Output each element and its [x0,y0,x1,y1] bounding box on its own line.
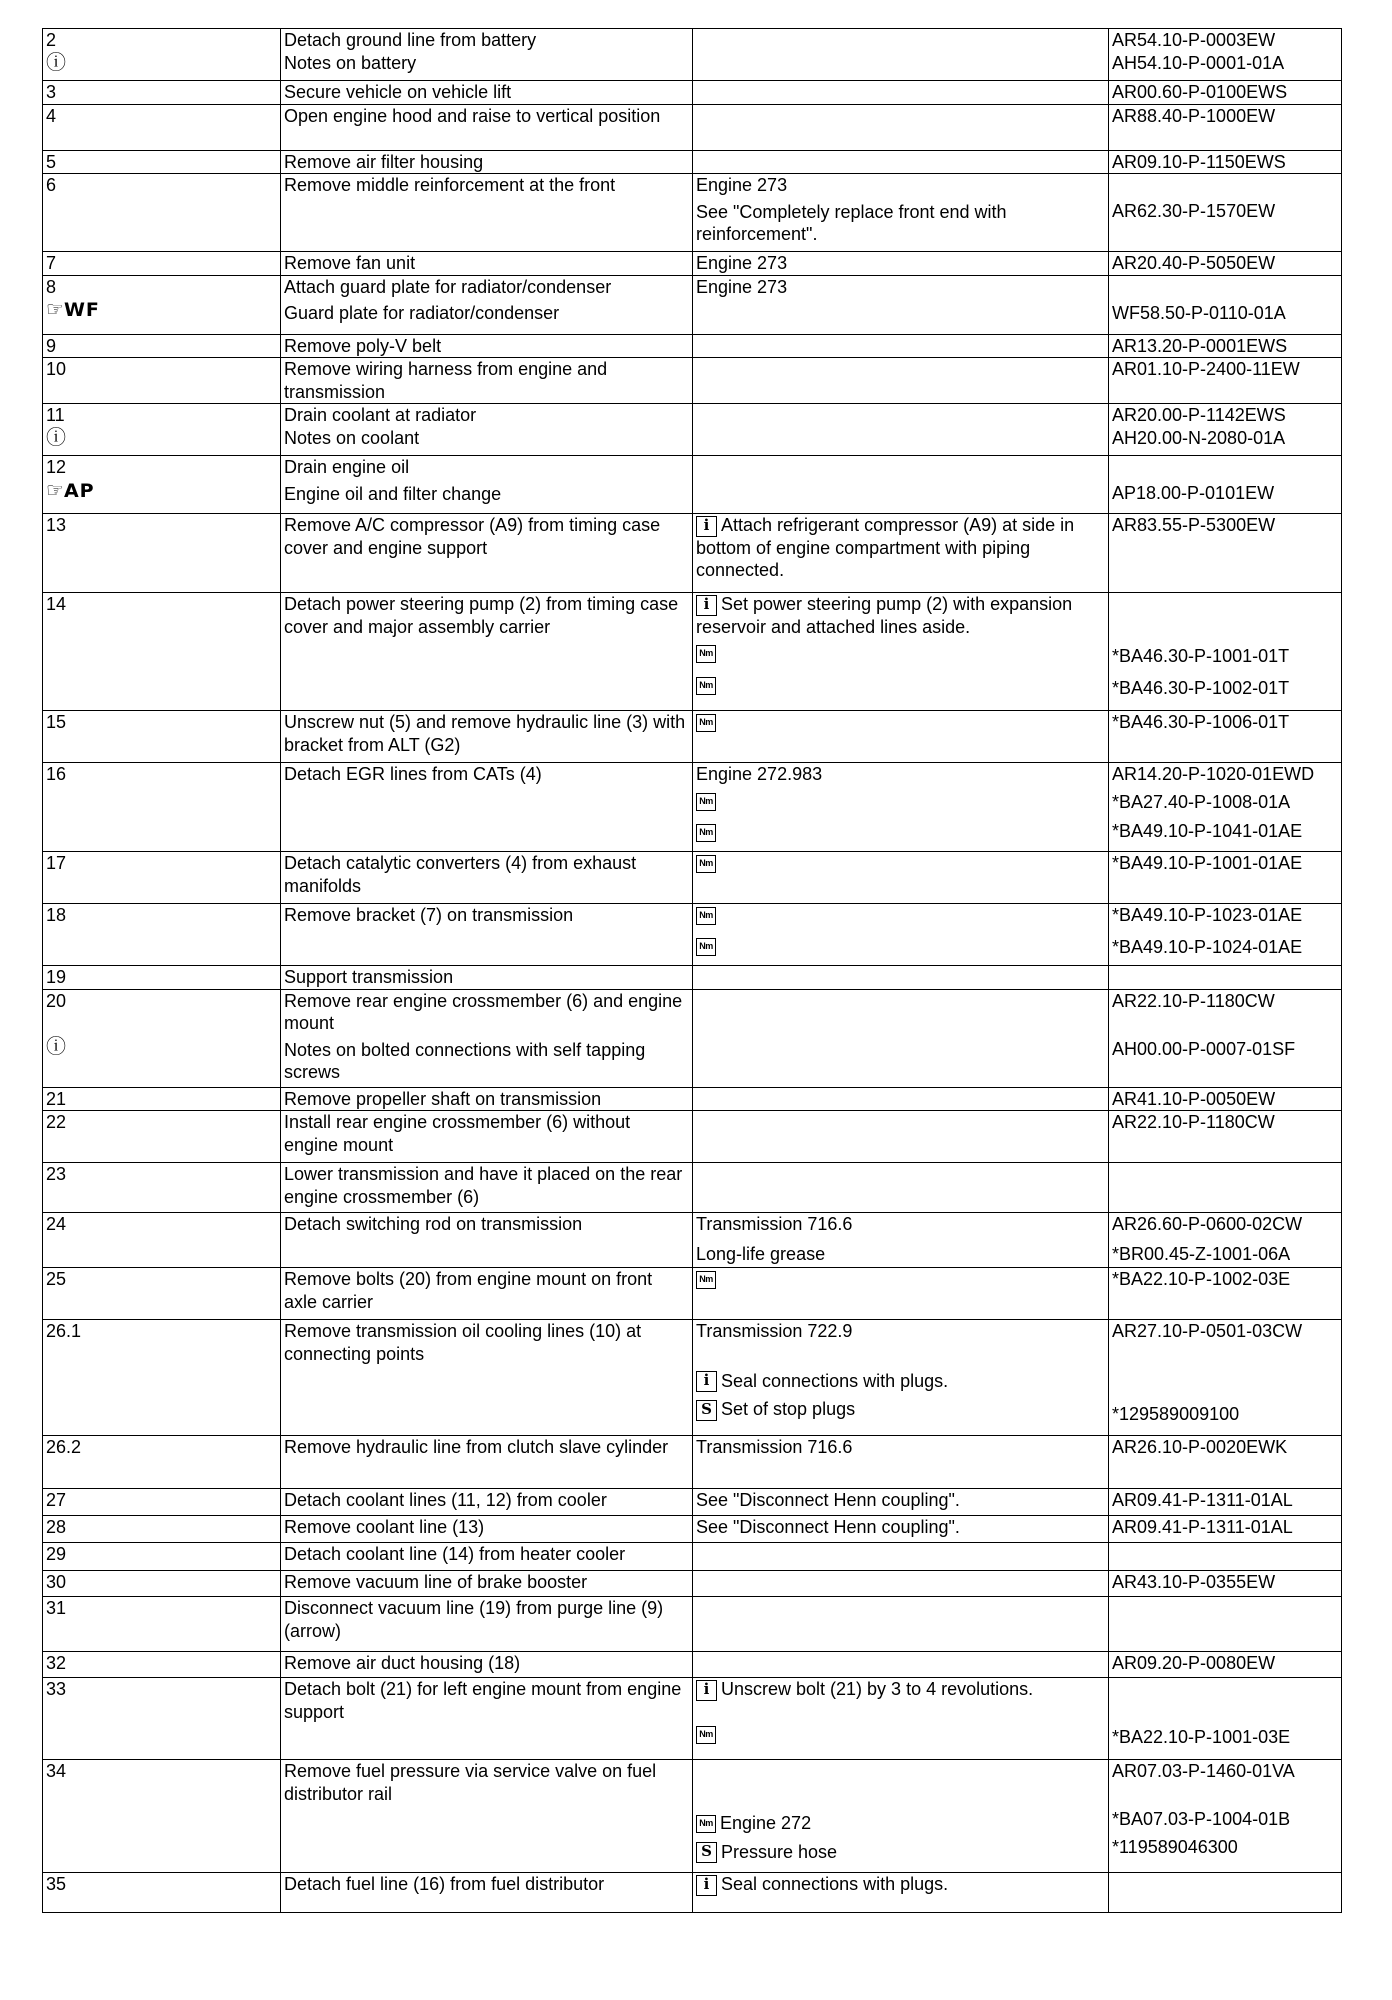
document-ref[interactable]: AR54.10-P-0003EW AH54.10-P-0001-01A [1109,29,1342,81]
table-row [43,1268,1342,1320]
document-ref[interactable]: AR26.10-P-0020EWK [1109,1436,1342,1489]
document-ref[interactable]: AR09.20-P-0080EW [1109,1652,1342,1678]
table-row [43,1516,1342,1543]
operation: Remove hydraulic line from clutch slave cylinder [281,1436,693,1489]
torque-icon: Nm [696,793,716,811]
step-number: 7 [43,252,281,276]
operation: Attach guard plate for radiator/condenser Guard plate for radiator/condenser [281,275,693,334]
operation: Install rear engine crossmember (6) without engine mount [281,1111,693,1163]
info-icon: i [696,595,717,616]
document-ref[interactable]: AR43.10-P-0355EW [1109,1571,1342,1597]
remark [693,711,1109,763]
operation: Detach bolt (21) for left engine mount from engine support [281,1678,693,1760]
remark [693,81,1109,105]
document-ref[interactable]: AR27.10-P-0501-03CW *129589009100 [1109,1320,1342,1436]
document-ref[interactable]: AR22.10-P-1180CW [1109,1111,1342,1163]
step-number: 16 [43,763,281,852]
table-row [43,514,1342,593]
document-ref[interactable]: *BA46.30-P-1001-01T *BA46.30-P-1002-01T [1109,593,1342,711]
notes-icon: ⓘ [46,426,66,449]
step-number: 32 [43,1652,281,1678]
table-row [43,1320,1342,1436]
pointing-hand-icon: ☞AP [46,477,95,502]
operation: Lower transmission and have it placed on the rear engine crossmember (6) [281,1163,693,1213]
operation: Drain engine oil Engine oil and filter change [281,456,693,514]
table-row [43,275,1342,334]
table-row [43,593,1342,711]
step-number: 19 [43,966,281,990]
remark: Nm Engine 272 S Pressure hose [693,1760,1109,1873]
step-number: 9 [43,334,281,358]
table-row [43,334,1342,358]
operation: Detach switching rod on transmission [281,1213,693,1268]
table-row [43,711,1342,763]
table-row [43,1597,1342,1652]
step-number: 6 [43,174,281,252]
step-number: 2 ⓘ [43,29,281,81]
operation: Detach coolant line (14) from heater cooler [281,1543,693,1571]
torque-icon: Nm [696,938,716,956]
operation: Remove vacuum line of brake booster [281,1571,693,1597]
remark: i Attach refrigerant compressor (A9) at side in bottom of engine compartment with piping connected. [693,514,1109,593]
document-ref[interactable]: AR83.55-P-5300EW [1109,514,1342,593]
step-number: 15 [43,711,281,763]
notes-icon: ⓘ [46,1036,66,1058]
operation: Remove wiring harness from engine and transmission [281,358,693,404]
document-ref[interactable]: AR07.03-P-1460-01VA *BA07.03-P-1004-01B *119589046300 [1109,1760,1342,1873]
remark: Transmission 716.6 [693,1436,1109,1489]
document-ref[interactable] [1109,1543,1342,1571]
torque-icon: Nm [696,855,716,873]
remark [693,358,1109,404]
operation: Remove A/C compressor (A9) from timing case cover and engine support [281,514,693,593]
step-number: 31 [43,1597,281,1652]
torque-icon: Nm [696,1726,716,1744]
document-ref[interactable]: AR26.60-P-0600-02CW *BR00.45-Z-1001-06A [1109,1213,1342,1268]
table-row [43,1873,1342,1913]
table-row [43,1571,1342,1597]
operation: Remove fuel pressure via service valve on fuel distributor rail [281,1760,693,1873]
remark [693,966,1109,990]
remark [693,1087,1109,1111]
remark: Transmission 716.6 Long-life grease [693,1213,1109,1268]
operation: Drain coolant at radiator Notes on coolant [281,404,693,456]
table-row [43,1760,1342,1873]
pointing-hand-icon: ☞WF [46,297,100,321]
work-steps-sheet [42,28,1342,1913]
remark: Engine 273 See "Completely replace front end with reinforcement". [693,174,1109,252]
operation: Remove bolts (20) from engine mount on front axle carrier [281,1268,693,1320]
table-row [43,1652,1342,1678]
table-row [43,104,1342,150]
table-row [43,1543,1342,1571]
step-number: 25 [43,1268,281,1320]
operation: Open engine hood and raise to vertical position [281,104,693,150]
step-number: 28 [43,1516,281,1543]
operation: Remove middle reinforcement at the front [281,174,693,252]
table-row [43,29,1342,81]
document-ref[interactable]: AP18.00-P-0101EW [1109,456,1342,514]
step-number: 10 [43,358,281,404]
remark [693,104,1109,150]
step-number: 23 [43,1163,281,1213]
operation: Detach fuel line (16) from fuel distributor [281,1873,693,1913]
remark [693,150,1109,174]
step-number: 30 [43,1571,281,1597]
remark: i Set power steering pump (2) with expansion reservoir and attached lines aside. Nm Nm [693,593,1109,711]
remark [693,1652,1109,1678]
step-number: 17 [43,852,281,904]
table-row [43,1213,1342,1268]
special-tool-icon: S [696,1842,717,1863]
step-number: 24 [43,1213,281,1268]
step-number: 18 [43,904,281,966]
operation: Detach EGR lines from CATs (4) [281,763,693,852]
step-number: 26.2 [43,1436,281,1489]
remark [693,1163,1109,1213]
document-ref[interactable]: *BA49.10-P-1023-01AE *BA49.10-P-1024-01AE [1109,904,1342,966]
operation: Remove air filter housing [281,150,693,174]
table-row [43,456,1342,514]
info-icon: i [696,516,717,537]
remark [693,29,1109,81]
remark: See "Disconnect Henn coupling". [693,1516,1109,1543]
operation: Detach power steering pump (2) from timing case cover and major assembly carrier [281,593,693,711]
document-ref[interactable]: AR88.40-P-1000EW [1109,104,1342,150]
step-number: 21 [43,1087,281,1111]
remark [693,904,1109,966]
remark [693,334,1109,358]
document-ref[interactable]: AR01.10-P-2400-11EW [1109,358,1342,404]
document-ref[interactable]: AR09.41-P-1311-01AL [1109,1489,1342,1516]
document-ref[interactable]: AR09.41-P-1311-01AL [1109,1516,1342,1543]
remark: i Seal connections with plugs. [693,1873,1109,1913]
operation: Detach ground line from battery Notes on battery [281,29,693,81]
document-ref[interactable]: WF58.50-P-0110-01A [1109,275,1342,334]
table-row [43,763,1342,852]
step-number: 29 [43,1543,281,1571]
document-ref[interactable] [1109,1597,1342,1652]
remark: See "Disconnect Henn coupling". [693,1489,1109,1516]
operation: Remove poly-V belt [281,334,693,358]
document-ref[interactable]: *BA22.10-P-1002-03E [1109,1268,1342,1320]
step-number: 35 [43,1873,281,1913]
remark [693,852,1109,904]
document-ref[interactable] [1109,966,1342,990]
table-row [43,966,1342,990]
document-ref[interactable]: *BA49.10-P-1001-01AE [1109,852,1342,904]
operation: Remove fan unit [281,252,693,276]
table-row [43,358,1342,404]
step-number: 13 [43,514,281,593]
operation: Unscrew nut (5) and remove hydraulic line (3) with bracket from ALT (G2) [281,711,693,763]
remark [693,1111,1109,1163]
document-ref[interactable]: AR20.40-P-5050EW [1109,252,1342,276]
step-number: 8 ☞WF [43,275,281,334]
operation: Disconnect vacuum line (19) from purge line (9) (arrow) [281,1597,693,1652]
table-row [43,252,1342,276]
table-row [43,1489,1342,1516]
step-number: 33 [43,1678,281,1760]
torque-icon: Nm [696,714,716,732]
operation: Remove transmission oil cooling lines (10) at connecting points [281,1320,693,1436]
document-ref[interactable]: AR13.20-P-0001EWS [1109,334,1342,358]
document-ref[interactable]: *BA22.10-P-1001-03E [1109,1678,1342,1760]
remark [693,1597,1109,1652]
table-row [43,174,1342,252]
operation: Detach coolant lines (11, 12) from cooler [281,1489,693,1516]
remark [693,1543,1109,1571]
operation: Remove propeller shaft on transmission [281,1087,693,1111]
table-row [43,81,1342,105]
document-ref[interactable]: AR62.30-P-1570EW [1109,174,1342,252]
document-ref[interactable]: AR09.10-P-1150EWS [1109,150,1342,174]
operation: Secure vehicle on vehicle lift [281,81,693,105]
step-number: 11 ⓘ [43,404,281,456]
remark [693,404,1109,456]
table-row [43,150,1342,174]
step-number: 34 [43,1760,281,1873]
remark [693,456,1109,514]
table-row [43,404,1342,456]
document-ref[interactable]: AR20.00-P-1142EWS AH20.00-N-2080-01A [1109,404,1342,456]
special-tool-icon: S [696,1400,717,1421]
table-row [43,989,1342,1087]
document-ref[interactable] [1109,1163,1342,1213]
table-row [43,1087,1342,1111]
remark: Engine 273 [693,275,1109,334]
torque-icon: Nm [696,645,716,663]
remark [693,989,1109,1087]
table-row [43,1436,1342,1489]
document-ref[interactable]: AR41.10-P-0050EW [1109,1087,1342,1111]
step-number: 12 ☞AP [43,456,281,514]
step-number: 4 [43,104,281,150]
step-number: 3 [43,81,281,105]
remark: Transmission 722.9 i Seal connections with plugs. S Set of stop plugs [693,1320,1109,1436]
operation: Remove coolant line (13) [281,1516,693,1543]
torque-icon: Nm [696,1815,716,1833]
torque-icon: Nm [696,824,716,842]
document-ref[interactable]: AR14.20-P-1020-01EWD *BA27.40-P-1008-01A *BA49.10-P-1041-01AE [1109,763,1342,852]
document-ref[interactable] [1109,1873,1342,1913]
work-steps-table [42,28,1342,1913]
operation: Support transmission [281,966,693,990]
torque-icon: Nm [696,1271,716,1289]
notes-icon: ⓘ [46,51,66,74]
table-row [43,1163,1342,1213]
info-icon: i [696,1680,717,1701]
table-row [43,852,1342,904]
operation: Remove bracket (7) on transmission [281,904,693,966]
step-number: 5 [43,150,281,174]
info-icon: i [696,1875,717,1896]
torque-icon: Nm [696,907,716,925]
step-number: 20 ⓘ [43,989,281,1087]
step-number: 27 [43,1489,281,1516]
table-row [43,904,1342,966]
operation: Remove rear engine crossmember (6) and engine mount Notes on bolted connections with self tapping screws [281,989,693,1087]
operation: Remove air duct housing (18) [281,1652,693,1678]
remark: Engine 272.983 Nm Nm [693,763,1109,852]
step-number: 14 [43,593,281,711]
remark: i Unscrew bolt (21) by 3 to 4 revolutions. Nm [693,1678,1109,1760]
document-ref[interactable]: AR00.60-P-0100EWS [1109,81,1342,105]
remark [693,1268,1109,1320]
document-ref[interactable]: AR22.10-P-1180CW AH00.00-P-0007-01SF [1109,989,1342,1087]
step-number: 26.1 [43,1320,281,1436]
step-number: 22 [43,1111,281,1163]
document-ref[interactable]: *BA46.30-P-1006-01T [1109,711,1342,763]
torque-icon: Nm [696,677,716,695]
table-row [43,1111,1342,1163]
info-icon: i [696,1371,717,1392]
remark [693,1571,1109,1597]
remark: Engine 273 [693,252,1109,276]
operation: Detach catalytic converters (4) from exhaust manifolds [281,852,693,904]
table-row [43,1678,1342,1760]
